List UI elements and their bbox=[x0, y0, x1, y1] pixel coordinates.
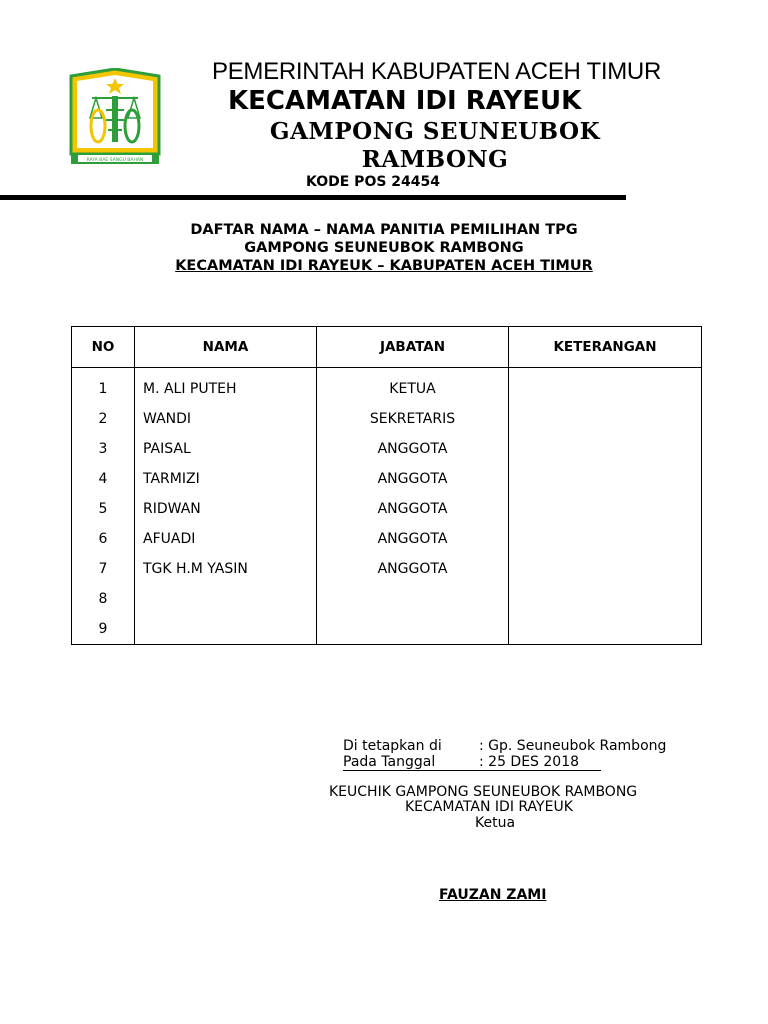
row-jabatan bbox=[317, 584, 509, 614]
row-nama: AFUADI bbox=[135, 524, 317, 554]
row-nama: WANDI bbox=[135, 404, 317, 434]
row-nama bbox=[135, 614, 317, 645]
row-nama: M. ALI PUTEH bbox=[135, 368, 317, 405]
table-row bbox=[72, 554, 702, 584]
header-gampong: GAMPONG SEUNEUBOK RAMBONG bbox=[269, 118, 601, 173]
row-no: 5 bbox=[72, 494, 135, 524]
date-label: Pada Tanggal bbox=[343, 754, 436, 770]
logo-banner-text: RAYA BAE SANGU BAHAN bbox=[86, 158, 144, 163]
header-divider bbox=[0, 195, 626, 200]
date-value: : 25 DES 2018 bbox=[479, 754, 580, 770]
place-label: Di tetapkan di bbox=[343, 738, 442, 754]
office-line2: KECAMATAN IDI RAYEUK bbox=[405, 799, 573, 815]
row-no: 1 bbox=[72, 368, 135, 405]
row-no: 7 bbox=[72, 554, 135, 584]
row-jabatan: ANGGOTA bbox=[317, 464, 509, 494]
row-no: 6 bbox=[72, 524, 135, 554]
table-row bbox=[72, 614, 702, 645]
row-nama: TARMIZI bbox=[135, 464, 317, 494]
header-government: PEMERINTAH KABUPATEN ACEH TIMUR bbox=[212, 58, 661, 85]
row-jabatan: ANGGOTA bbox=[317, 524, 509, 554]
row-jabatan: ANGGOTA bbox=[317, 554, 509, 584]
postal-code: KODE POS 24454 bbox=[306, 174, 441, 190]
table-header-row bbox=[72, 327, 702, 368]
table-row bbox=[72, 584, 702, 614]
header-kecamatan: KECAMATAN IDI RAYEUK bbox=[228, 86, 582, 116]
table-row bbox=[72, 494, 702, 524]
table-row bbox=[72, 368, 702, 405]
row-no: 3 bbox=[72, 434, 135, 464]
header-keterangan: KETERANGAN bbox=[509, 327, 702, 368]
table-row bbox=[72, 434, 702, 464]
row-keterangan bbox=[509, 554, 702, 584]
row-keterangan bbox=[509, 524, 702, 554]
table-row bbox=[72, 464, 702, 494]
table-row bbox=[72, 524, 702, 554]
row-keterangan bbox=[509, 584, 702, 614]
row-keterangan bbox=[509, 464, 702, 494]
row-nama: RIDWAN bbox=[135, 494, 317, 524]
committee-table bbox=[71, 326, 702, 645]
office-line1: KEUCHIK GAMPONG SEUNEUBOK RAMBONG bbox=[329, 784, 638, 800]
row-no: 4 bbox=[72, 464, 135, 494]
doc-title-line3: KECAMATAN IDI RAYEUK – KABUPATEN ACEH TIMUR bbox=[175, 258, 593, 274]
row-keterangan bbox=[509, 494, 702, 524]
row-keterangan bbox=[509, 434, 702, 464]
row-no: 8 bbox=[72, 584, 135, 614]
signatory-name: FAUZAN ZAMI bbox=[439, 887, 547, 903]
row-nama bbox=[135, 584, 317, 614]
row-nama: PAISAL bbox=[135, 434, 317, 464]
row-jabatan: ANGGOTA bbox=[317, 494, 509, 524]
row-jabatan: SEKRETARIS bbox=[317, 404, 509, 434]
table-row bbox=[72, 404, 702, 434]
row-nama: TGK H.M YASIN bbox=[135, 554, 317, 584]
row-jabatan: ANGGOTA bbox=[317, 434, 509, 464]
header-no: NO bbox=[72, 327, 135, 368]
row-keterangan bbox=[509, 614, 702, 645]
doc-title-line2: GAMPONG SEUNEUBOK RAMBONG bbox=[244, 240, 524, 256]
header-nama: NAMA bbox=[135, 327, 317, 368]
row-jabatan bbox=[317, 614, 509, 645]
row-no: 9 bbox=[72, 614, 135, 645]
row-no: 2 bbox=[72, 404, 135, 434]
row-keterangan bbox=[509, 368, 702, 405]
doc-title-line1: DAFTAR NAMA – NAMA PANITIA PEMILIHAN TPG bbox=[190, 222, 578, 238]
row-keterangan bbox=[509, 404, 702, 434]
place-value: : Gp. Seuneubok Rambong bbox=[479, 738, 667, 754]
row-jabatan: KETUA bbox=[317, 368, 509, 405]
office-line3: Ketua bbox=[475, 815, 516, 831]
aceh-timur-logo bbox=[68, 68, 162, 166]
header-jabatan: JABATAN bbox=[317, 327, 509, 368]
